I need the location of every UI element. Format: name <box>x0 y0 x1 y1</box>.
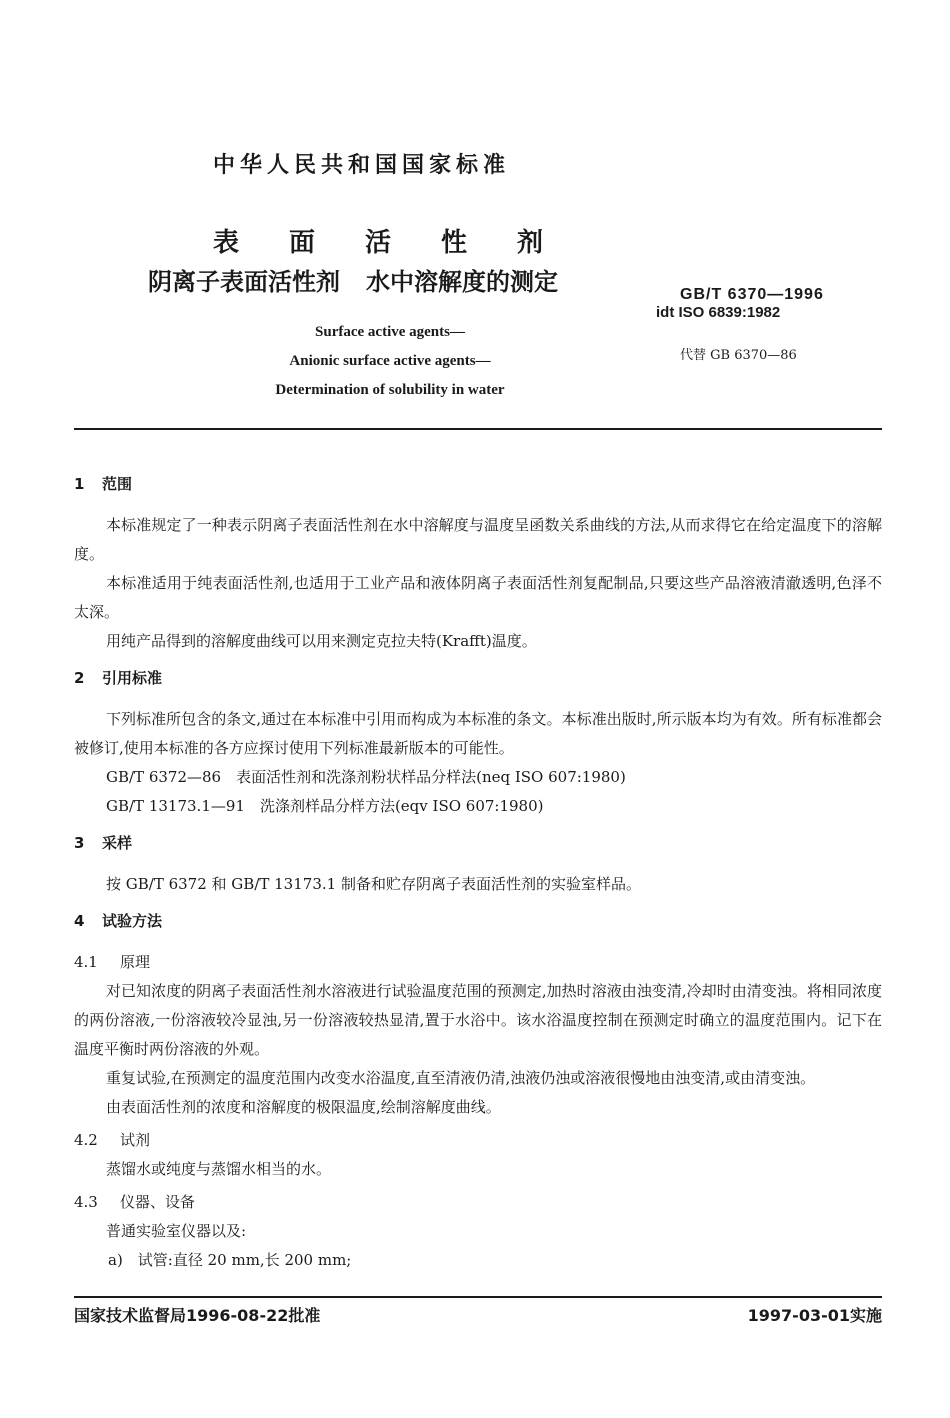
section-number: 3 <box>74 834 85 852</box>
section-title: 范围 <box>102 475 133 493</box>
subsection-heading-reagents <box>74 1126 882 1155</box>
section-title: 引用标准 <box>102 669 163 687</box>
section-heading-test-method <box>74 907 882 936</box>
english-title-line: Surface active agents— <box>315 324 465 340</box>
subsection-number: 4.3 <box>74 1193 98 1211</box>
paragraph: 普通实验室仪器以及: <box>106 1222 247 1240</box>
implementation-date: 1997-03-01实施 <box>747 1306 882 1325</box>
english-title-line: Anionic surface active agents— <box>289 353 491 369</box>
header-divider <box>74 428 882 430</box>
standard-code: GB/T 6370—1996 <box>680 286 824 303</box>
idt-reference: idt ISO 6839:1982 <box>656 304 781 321</box>
paragraph: 蒸馏水或纯度与蒸馏水相当的水。 <box>106 1160 332 1178</box>
section-heading-normative-references <box>74 664 882 693</box>
subsection-title: 试剂 <box>120 1131 151 1149</box>
section-number: 1 <box>74 475 85 493</box>
reference-entry: GB/T 13173.1—91 洗涤剂样品分样方法(eqv ISO 607:1980) <box>106 797 544 815</box>
title-line2-part-b: 水中溶解度的测定 <box>366 268 558 296</box>
section-heading-sampling <box>74 829 882 858</box>
subsection-title: 原理 <box>120 953 151 971</box>
paragraph: 重复试验,在预测定的温度范围内改变水浴温度,直至清液仍清,浊液仍浊或溶液很慢地由浊变清,或由清变浊。 <box>106 1069 816 1087</box>
title-chinese-line2 <box>148 262 558 297</box>
subsection-heading-principle <box>74 948 882 977</box>
section-number: 4 <box>74 912 85 930</box>
paragraph: 本标准适用于纯表面活性剂,也适用于工业产品和液体阴离子表面活性剂复配制品,只要这些产品溶液清澈透明,色泽不太深。 <box>74 574 882 621</box>
paragraph: 用纯产品得到的溶解度曲线可以用来测定克拉夫特(Krafft)温度。 <box>106 632 537 650</box>
section-heading-scope <box>74 470 882 499</box>
section-number: 2 <box>74 669 85 687</box>
english-title <box>190 318 590 405</box>
footer-divider <box>74 1296 882 1298</box>
paragraph: 本标准规定了一种表示阴离子表面活性剂在水中溶解度与温度呈函数关系曲线的方法,从而求得它在给定温度下的溶解度。 <box>74 516 882 563</box>
subsection-heading-apparatus <box>74 1188 882 1217</box>
english-title-line: Determination of solubility in water <box>275 382 505 398</box>
paragraph: 按 GB/T 6372 和 GB/T 13173.1 制备和贮存阴离子表面活性剂的实验室样品。 <box>106 875 641 893</box>
paragraph: 由表面活性剂的浓度和溶解度的极限温度,绘制溶解度曲线。 <box>106 1098 501 1116</box>
document-body <box>74 462 882 1275</box>
national-standard-heading: 中华人民共和国国家标准 <box>213 153 511 178</box>
section-title: 采样 <box>102 834 133 852</box>
paragraph: 对已知浓度的阴离子表面活性剂水溶液进行试验温度范围的预测定,加热时溶液由浊变清,冷却时由清变浊。将相同浓度的两份溶液,一份溶液较冷显浊,另一份溶液较热显清,置于水浴中。该水浴温度控制在预测定时确立的温度范围内。记下在温度平衡时两份溶液的外观。 <box>74 982 882 1058</box>
paragraph: 下列标准所包含的条文,通过在本标准中引用而构成为本标准的条文。本标准出版时,所示版本均为有效。所有标准都会被修订,使用本标准的各方应探讨使用下列标准最新版本的可能性。 <box>74 710 882 757</box>
subsection-title: 仪器、设备 <box>120 1193 196 1211</box>
title-chinese-line1: 表面活性剂 <box>213 228 594 258</box>
title-line2-part-a: 阴离子表面活性剂 <box>148 268 340 296</box>
section-title: 试验方法 <box>102 912 163 930</box>
list-item: a) 试管:直径 20 mm,长 200 mm; <box>108 1251 352 1269</box>
subsection-number: 4.2 <box>74 1131 98 1149</box>
approval-date: 国家技术监督局1996-08-22批准 <box>74 1306 321 1325</box>
subsection-number: 4.1 <box>74 953 98 971</box>
replaces-standard: 代替 GB 6370—86 <box>680 348 797 363</box>
reference-entry: GB/T 6372—86 表面活性剂和洗涤剂粉状样品分样法(neq ISO 607:1980) <box>106 768 626 786</box>
